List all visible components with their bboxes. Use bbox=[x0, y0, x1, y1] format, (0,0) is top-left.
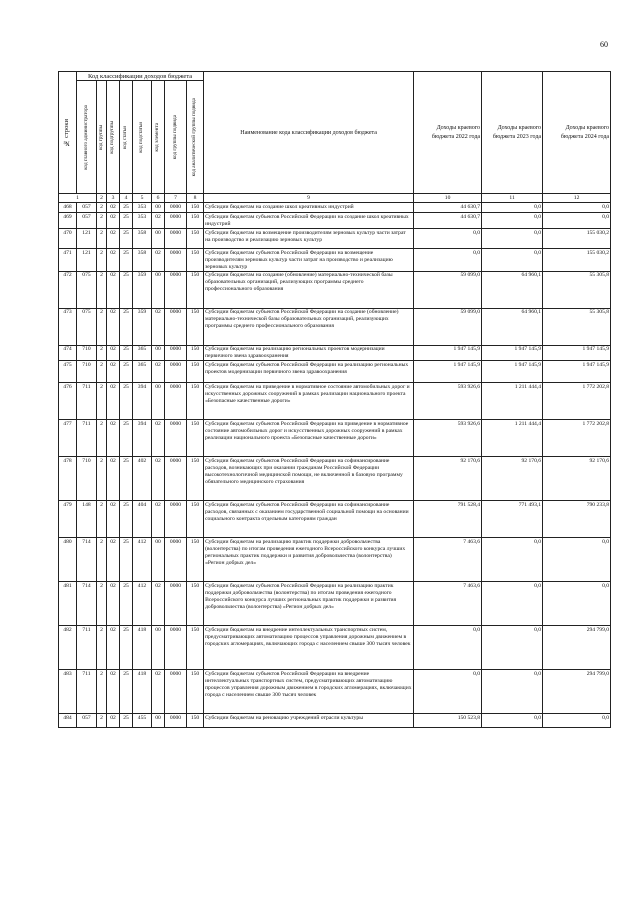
element-code: 02 bbox=[152, 213, 165, 229]
group-code: 2 bbox=[97, 213, 107, 229]
revenue-2022: 1 947 145,9 bbox=[414, 345, 482, 361]
revenue-2023: 1 211 444,4 bbox=[482, 383, 543, 420]
subarticle-code: 358 bbox=[133, 229, 152, 249]
subgroup-code: 02 bbox=[107, 229, 120, 249]
revenue-2022: 0,0 bbox=[414, 249, 482, 272]
revenue-2024: 0,0 bbox=[543, 203, 611, 213]
column-number: 7 bbox=[165, 194, 187, 203]
subarticle-code: 418 bbox=[133, 626, 152, 670]
row-number: 476 bbox=[59, 383, 77, 420]
article-code: 25 bbox=[120, 420, 133, 457]
element-code: 00 bbox=[152, 271, 165, 308]
table-row bbox=[59, 271, 611, 308]
revenue-2024: 790 233,8 bbox=[543, 501, 611, 538]
admin-code: 710 bbox=[77, 457, 97, 501]
revenue-2024: 0,0 bbox=[543, 582, 611, 626]
subtype-group-code: 0000 bbox=[165, 420, 187, 457]
subarticle-code: 394 bbox=[133, 383, 152, 420]
budget-revenue-table bbox=[58, 71, 611, 728]
admin-code: 075 bbox=[77, 271, 97, 308]
article-code-header: код статьи bbox=[120, 81, 133, 194]
revenue-2022: 593 926,6 bbox=[414, 420, 482, 457]
admin-code: 714 bbox=[77, 538, 97, 582]
revenue-2023: 1 211 444,4 bbox=[482, 420, 543, 457]
row-number: 481 bbox=[59, 582, 77, 626]
element-code: 02 bbox=[152, 582, 165, 626]
subtype-group-code: 0000 bbox=[165, 271, 187, 308]
element-code: 00 bbox=[152, 538, 165, 582]
element-code: 02 bbox=[152, 670, 165, 714]
table-row bbox=[59, 308, 611, 345]
subgroup-code: 02 bbox=[107, 538, 120, 582]
revenue-name: Субсидии бюджетам субъектов Российской Федерации на создание (обновление) материально-технической базы образовательных организаций, реализующих программы среднего профессионального образования bbox=[204, 308, 414, 345]
revenue-name: Субсидии бюджетам на реализацию практик поддержки добровольчества (волонтерства) по итогам проведения ежегодного Всероссийского конкурса лучших региональных практик поддержки и развития добровольчества (волонтерства) «Регион добрых дел» bbox=[204, 538, 414, 582]
admin-code: 711 bbox=[77, 383, 97, 420]
column-number: 4 bbox=[120, 194, 133, 203]
revenue-name: Субсидии бюджетам субъектов Российской Федерации на реализацию практик поддержки добровольчества (волонтерства) по итогам проведения ежегодного Всероссийского конкурса лучших региональных практик поддержки и развития добровольчества (волонтерства) «Регион добрых дел» bbox=[204, 582, 414, 626]
analytic-group-code: 150 bbox=[187, 501, 204, 538]
column-number: 5 bbox=[133, 194, 152, 203]
table-row bbox=[59, 249, 611, 272]
article-code: 25 bbox=[120, 383, 133, 420]
subgroup-code: 02 bbox=[107, 420, 120, 457]
revenue-2024: 55 305,8 bbox=[543, 308, 611, 345]
table-row bbox=[59, 345, 611, 361]
name-header: Наименование кода классификации доходов бюджета bbox=[204, 72, 414, 194]
article-code: 25 bbox=[120, 582, 133, 626]
subarticle-code: 359 bbox=[133, 308, 152, 345]
revenue-2022-header: Доходы краевого бюджета 2022 года bbox=[414, 72, 482, 194]
analytic-group-code: 150 bbox=[187, 203, 204, 213]
revenue-2024: 0,0 bbox=[543, 213, 611, 229]
group-code: 2 bbox=[97, 383, 107, 420]
element-code: 00 bbox=[152, 383, 165, 420]
article-code: 25 bbox=[120, 249, 133, 272]
admin-code: 121 bbox=[77, 229, 97, 249]
subtype-group-code: 0000 bbox=[165, 361, 187, 383]
subgroup-code: 02 bbox=[107, 203, 120, 213]
group-code: 2 bbox=[97, 271, 107, 308]
table-row bbox=[59, 538, 611, 582]
revenue-name: Субсидии бюджетам на создание школ креативных индустрий bbox=[204, 203, 414, 213]
revenue-2023: 0,0 bbox=[482, 213, 543, 229]
analytic-group-code: 150 bbox=[187, 714, 204, 728]
revenue-2022: 7 463,6 bbox=[414, 538, 482, 582]
subtype-group-code: 0000 bbox=[165, 213, 187, 229]
group-code: 2 bbox=[97, 229, 107, 249]
subarticle-code: 455 bbox=[133, 714, 152, 728]
admin-code: 710 bbox=[77, 361, 97, 383]
admin-code: 711 bbox=[77, 420, 97, 457]
subtype-group-code: 0000 bbox=[165, 626, 187, 670]
revenue-name: Субсидии бюджетам на реализацию региональных проектов модернизации первичного звена здравоохранения bbox=[204, 345, 414, 361]
subgroup-code: 02 bbox=[107, 626, 120, 670]
revenue-2024: 155 030,2 bbox=[543, 249, 611, 272]
subgroup-code: 02 bbox=[107, 501, 120, 538]
revenue-name: Субсидии бюджетам субъектов Российской Федерации на софинансирование расходов, возникающих при оказании гражданам Российской Федерации высокотехнологичной медицинской помощи, не включенной в базовую программу обязательного медицинского страхования bbox=[204, 457, 414, 501]
group-code: 2 bbox=[97, 714, 107, 728]
revenue-2022: 44 630,7 bbox=[414, 203, 482, 213]
subgroup-code: 02 bbox=[107, 308, 120, 345]
revenue-2022: 59 099,0 bbox=[414, 271, 482, 308]
revenue-name: Субсидии бюджетам на возмещение производителям зерновых культур части затрат на производство и реализацию зерновых культур bbox=[204, 229, 414, 249]
article-code: 25 bbox=[120, 626, 133, 670]
revenue-2022: 44 630,7 bbox=[414, 213, 482, 229]
column-number: 12 bbox=[543, 194, 611, 203]
article-code: 25 bbox=[120, 457, 133, 501]
admin-code-header: код главного администратора bbox=[77, 81, 97, 194]
article-code: 25 bbox=[120, 229, 133, 249]
row-number: 478 bbox=[59, 457, 77, 501]
revenue-name: Субсидии бюджетам на реновацию учреждений отрасли культуры bbox=[204, 714, 414, 728]
revenue-2022: 0,0 bbox=[414, 229, 482, 249]
revenue-2022: 0,0 bbox=[414, 626, 482, 670]
revenue-name: Субсидии бюджетам на внедрение интеллектуальных транспортных систем, предусматривающих автоматизацию процессов управления дорожным движением в городских агломерациях, включающих города с населением свыше 300 тысяч человек bbox=[204, 626, 414, 670]
element-code: 00 bbox=[152, 714, 165, 728]
admin-code: 148 bbox=[77, 501, 97, 538]
group-code: 2 bbox=[97, 582, 107, 626]
table-row bbox=[59, 582, 611, 626]
row-number: 484 bbox=[59, 714, 77, 728]
revenue-2023: 0,0 bbox=[482, 670, 543, 714]
table-body bbox=[59, 203, 611, 728]
table-row bbox=[59, 626, 611, 670]
admin-code: 711 bbox=[77, 626, 97, 670]
admin-code: 075 bbox=[77, 308, 97, 345]
column-number: 10 bbox=[414, 194, 482, 203]
revenue-name: Субсидии бюджетам на приведение в нормативное состояние автомобильных дорог и искусственных дорожных сооружений в рамках реализации национального проекта «Безопасные качественные дороги» bbox=[204, 383, 414, 420]
analytic-group-code: 150 bbox=[187, 538, 204, 582]
element-code: 00 bbox=[152, 345, 165, 361]
analytic-group-code-header: код аналитической группы подвида bbox=[187, 81, 204, 194]
revenue-2022: 7 463,6 bbox=[414, 582, 482, 626]
subgroup-code: 02 bbox=[107, 213, 120, 229]
article-code: 25 bbox=[120, 308, 133, 345]
revenue-2023: 1 947 145,9 bbox=[482, 345, 543, 361]
revenue-2023: 0,0 bbox=[482, 249, 543, 272]
analytic-group-code: 150 bbox=[187, 345, 204, 361]
revenue-2023: 0,0 bbox=[482, 714, 543, 728]
admin-code: 057 bbox=[77, 714, 97, 728]
subgroup-code: 02 bbox=[107, 457, 120, 501]
analytic-group-code: 150 bbox=[187, 361, 204, 383]
subgroup-code: 02 bbox=[107, 383, 120, 420]
revenue-2024-header: Доходы краевого бюджета 2024 года bbox=[543, 72, 611, 194]
subarticle-code: 353 bbox=[133, 203, 152, 213]
revenue-2022: 593 926,6 bbox=[414, 383, 482, 420]
subtype-group-code: 0000 bbox=[165, 308, 187, 345]
analytic-group-code: 150 bbox=[187, 383, 204, 420]
element-code: 00 bbox=[152, 626, 165, 670]
revenue-2023: 0,0 bbox=[482, 538, 543, 582]
table-row bbox=[59, 670, 611, 714]
element-code: 02 bbox=[152, 420, 165, 457]
subtype-group-code: 0000 bbox=[165, 203, 187, 213]
group-code: 2 bbox=[97, 457, 107, 501]
revenue-2024: 1 772 202,8 bbox=[543, 383, 611, 420]
revenue-2022: 92 170,6 bbox=[414, 457, 482, 501]
element-code: 02 bbox=[152, 361, 165, 383]
admin-code: 714 bbox=[77, 582, 97, 626]
subtype-group-code: 0000 bbox=[165, 229, 187, 249]
row-number: 477 bbox=[59, 420, 77, 457]
subgroup-code: 02 bbox=[107, 361, 120, 383]
element-code: 02 bbox=[152, 308, 165, 345]
column-number: 3 bbox=[107, 194, 120, 203]
row-number: 471 bbox=[59, 249, 77, 272]
subtype-group-code: 0000 bbox=[165, 538, 187, 582]
revenue-2024: 294 799,0 bbox=[543, 670, 611, 714]
subarticle-code: 358 bbox=[133, 249, 152, 272]
revenue-2023: 64 960,1 bbox=[482, 308, 543, 345]
revenue-name: Субсидии бюджетам субъектов Российской Федерации на возмещение производителям зерновых культур части затрат на производство и реализацию зерновых культур bbox=[204, 249, 414, 272]
column-number: 1 bbox=[59, 194, 97, 203]
subarticle-code: 402 bbox=[133, 457, 152, 501]
revenue-2024: 55 305,8 bbox=[543, 271, 611, 308]
revenue-name: Субсидии бюджетам субъектов Российской Федерации на софинансирование расходов, связанных с оказанием государственной социальной помощи на основании социального контракта отдельным категориям граждан bbox=[204, 501, 414, 538]
article-code: 25 bbox=[120, 714, 133, 728]
row-number: 469 bbox=[59, 213, 77, 229]
row-number-header: № строки bbox=[59, 72, 77, 194]
revenue-2024: 155 030,2 bbox=[543, 229, 611, 249]
subtype-group-code: 0000 bbox=[165, 582, 187, 626]
revenue-name: Субсидии бюджетам субъектов Российской Федерации на приведение в нормативное состояние автомобильных дорог и искусственных дорожных сооружений в рамках реализации национального проекта «Безопасные качественные дороги» bbox=[204, 420, 414, 457]
group-code: 2 bbox=[97, 308, 107, 345]
table-row bbox=[59, 714, 611, 728]
revenue-2022: 791 528,4 bbox=[414, 501, 482, 538]
group-code: 2 bbox=[97, 249, 107, 272]
group-code: 2 bbox=[97, 420, 107, 457]
analytic-group-code: 150 bbox=[187, 271, 204, 308]
analytic-group-code: 150 bbox=[187, 582, 204, 626]
row-number: 482 bbox=[59, 626, 77, 670]
revenue-2024: 1 947 145,9 bbox=[543, 361, 611, 383]
subarticle-code: 359 bbox=[133, 271, 152, 308]
subgroup-code: 02 bbox=[107, 249, 120, 272]
group-code: 2 bbox=[97, 345, 107, 361]
element-code: 00 bbox=[152, 203, 165, 213]
subarticle-code: 418 bbox=[133, 670, 152, 714]
table-row bbox=[59, 213, 611, 229]
row-number: 480 bbox=[59, 538, 77, 582]
element-code: 02 bbox=[152, 249, 165, 272]
revenue-2022: 59 099,0 bbox=[414, 308, 482, 345]
subarticle-code: 412 bbox=[133, 582, 152, 626]
revenue-2024: 294 799,0 bbox=[543, 626, 611, 670]
group-code-header: код группы bbox=[97, 81, 107, 194]
table-row bbox=[59, 457, 611, 501]
table-row bbox=[59, 501, 611, 538]
revenue-2022: 150 523,8 bbox=[414, 714, 482, 728]
revenue-2023: 64 960,1 bbox=[482, 271, 543, 308]
revenue-2023: 0,0 bbox=[482, 203, 543, 213]
row-number: 472 bbox=[59, 271, 77, 308]
revenue-2024: 0,0 bbox=[543, 714, 611, 728]
article-code: 25 bbox=[120, 538, 133, 582]
analytic-group-code: 150 bbox=[187, 213, 204, 229]
subtype-group-code: 0000 bbox=[165, 249, 187, 272]
revenue-name: Субсидии бюджетам субъектов Российской Федерации на создание школ креативных индустрий bbox=[204, 213, 414, 229]
admin-code: 711 bbox=[77, 670, 97, 714]
revenue-2023-header: Доходы краевого бюджета 2023 года bbox=[482, 72, 543, 194]
subgroup-code: 02 bbox=[107, 271, 120, 308]
revenue-name: Субсидии бюджетам на создание (обновление) материально-технической базы образовательных организаций, реализующих программы среднего профессионального образования bbox=[204, 271, 414, 308]
analytic-group-code: 150 bbox=[187, 670, 204, 714]
subgroup-code: 02 bbox=[107, 670, 120, 714]
subtype-group-code-header: код группы подвида bbox=[165, 81, 187, 194]
revenue-2024: 1 947 145,9 bbox=[543, 345, 611, 361]
analytic-group-code: 150 bbox=[187, 249, 204, 272]
article-code: 25 bbox=[120, 345, 133, 361]
row-number: 468 bbox=[59, 203, 77, 213]
revenue-name: Субсидии бюджетам субъектов Российской Федерации на внедрение интеллектуальных транспортных систем, предусматривающих автоматизацию процессов управления дорожным движением в городских агломерациях, включающих города с населением свыше 300 тысяч человек bbox=[204, 670, 414, 714]
analytic-group-code: 150 bbox=[187, 457, 204, 501]
group-code: 2 bbox=[97, 361, 107, 383]
revenue-2024: 0,0 bbox=[543, 538, 611, 582]
group-code: 2 bbox=[97, 203, 107, 213]
table-row bbox=[59, 420, 611, 457]
table-row bbox=[59, 383, 611, 420]
column-numbers-row bbox=[59, 194, 611, 203]
admin-code: 710 bbox=[77, 345, 97, 361]
column-number: 8 bbox=[187, 194, 204, 203]
revenue-2023: 0,0 bbox=[482, 229, 543, 249]
revenue-2023: 0,0 bbox=[482, 626, 543, 670]
article-code: 25 bbox=[120, 361, 133, 383]
group-code: 2 bbox=[97, 670, 107, 714]
group-code: 2 bbox=[97, 626, 107, 670]
subarticle-code: 404 bbox=[133, 501, 152, 538]
subtype-group-code: 0000 bbox=[165, 345, 187, 361]
column-number: 6 bbox=[152, 194, 165, 203]
revenue-name: Субсидии бюджетам субъектов Российской Федерации на реализацию региональных проектов модернизации первичного звена здравоохранения bbox=[204, 361, 414, 383]
subarticle-code: 394 bbox=[133, 420, 152, 457]
subtype-group-code: 0000 bbox=[165, 383, 187, 420]
element-code-header: код элемента bbox=[152, 81, 165, 194]
column-number: 2 bbox=[97, 194, 107, 203]
revenue-2022: 1 947 145,9 bbox=[414, 361, 482, 383]
subarticle-code: 365 bbox=[133, 345, 152, 361]
table-row bbox=[59, 203, 611, 213]
admin-code: 057 bbox=[77, 213, 97, 229]
row-number: 483 bbox=[59, 670, 77, 714]
subgroup-code: 02 bbox=[107, 714, 120, 728]
row-number: 470 bbox=[59, 229, 77, 249]
article-code: 25 bbox=[120, 213, 133, 229]
subarticle-code: 353 bbox=[133, 213, 152, 229]
group-code: 2 bbox=[97, 538, 107, 582]
classification-code-header: Код классификации доходов бюджета bbox=[77, 72, 204, 81]
subgroup-code: 02 bbox=[107, 345, 120, 361]
revenue-2022: 0,0 bbox=[414, 670, 482, 714]
subtype-group-code: 0000 bbox=[165, 501, 187, 538]
article-code: 25 bbox=[120, 271, 133, 308]
element-code: 02 bbox=[152, 457, 165, 501]
analytic-group-code: 150 bbox=[187, 626, 204, 670]
article-code: 25 bbox=[120, 501, 133, 538]
element-code: 00 bbox=[152, 229, 165, 249]
revenue-2023: 0,0 bbox=[482, 582, 543, 626]
admin-code: 057 bbox=[77, 203, 97, 213]
group-code: 2 bbox=[97, 501, 107, 538]
column-number: 9 bbox=[204, 194, 414, 203]
row-number: 473 bbox=[59, 308, 77, 345]
revenue-2023: 92 170,6 bbox=[482, 457, 543, 501]
analytic-group-code: 150 bbox=[187, 420, 204, 457]
revenue-2023: 1 947 145,9 bbox=[482, 361, 543, 383]
revenue-2024: 1 772 202,8 bbox=[543, 420, 611, 457]
article-code: 25 bbox=[120, 670, 133, 714]
element-code: 02 bbox=[152, 501, 165, 538]
table-row bbox=[59, 361, 611, 383]
article-code: 25 bbox=[120, 203, 133, 213]
admin-code: 121 bbox=[77, 249, 97, 272]
subarticle-code-header: код подстатьи bbox=[133, 81, 152, 194]
subarticle-code: 365 bbox=[133, 361, 152, 383]
subtype-group-code: 0000 bbox=[165, 714, 187, 728]
row-number: 475 bbox=[59, 361, 77, 383]
subgroup-code-header: код подгруппы bbox=[107, 81, 120, 194]
column-number: 11 bbox=[482, 194, 543, 203]
analytic-group-code: 150 bbox=[187, 229, 204, 249]
subgroup-code: 02 bbox=[107, 582, 120, 626]
revenue-2024: 92 170,6 bbox=[543, 457, 611, 501]
subtype-group-code: 0000 bbox=[165, 670, 187, 714]
subarticle-code: 412 bbox=[133, 538, 152, 582]
table-row bbox=[59, 229, 611, 249]
page-number: 60 bbox=[600, 40, 608, 49]
row-number: 474 bbox=[59, 345, 77, 361]
revenue-2023: 771 493,1 bbox=[482, 501, 543, 538]
analytic-group-code: 150 bbox=[187, 308, 204, 345]
row-number: 479 bbox=[59, 501, 77, 538]
subtype-group-code: 0000 bbox=[165, 457, 187, 501]
